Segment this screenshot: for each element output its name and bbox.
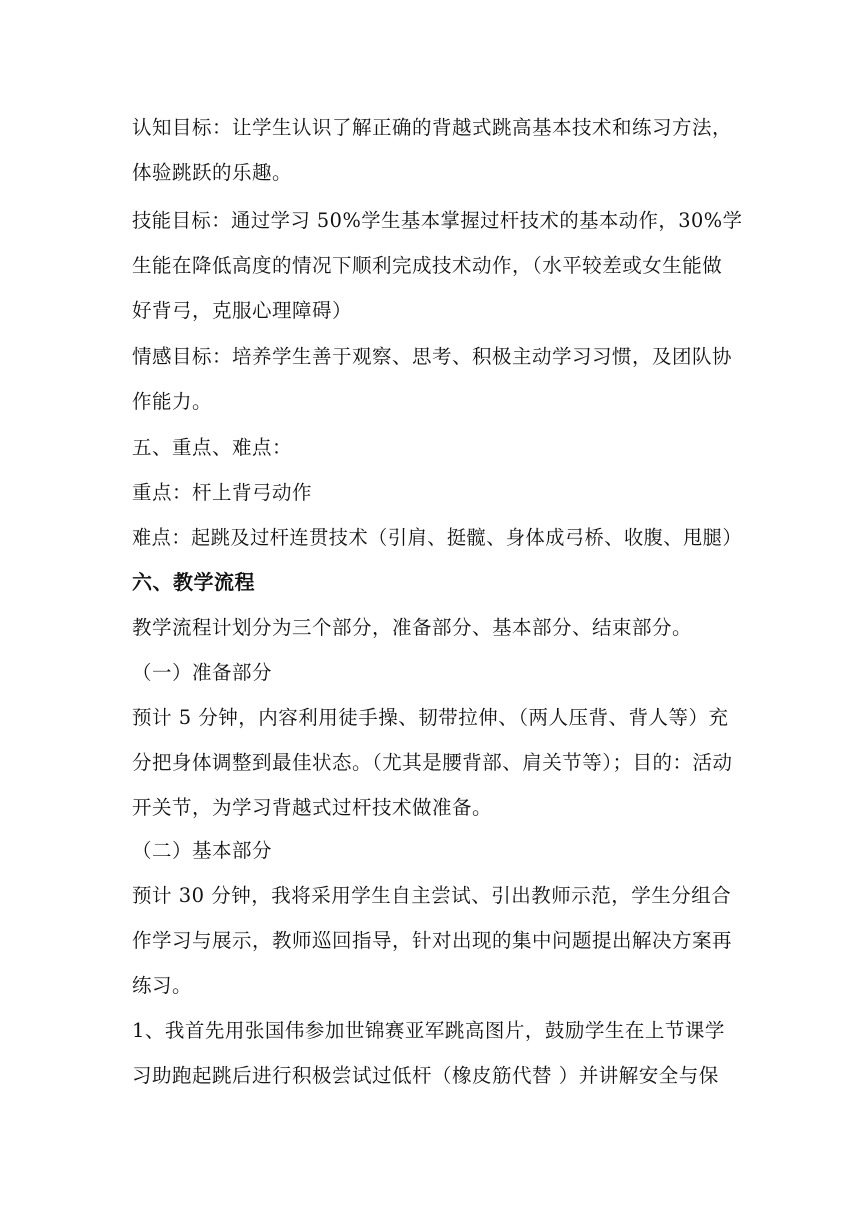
text-line: 生能在降低高度的情况下顺利完成技术动作，（水平较差或女生能做 — [132, 254, 723, 277]
section-heading-teaching-process — [132, 560, 742, 605]
paragraph-preparation-detail — [132, 695, 742, 830]
paragraph-process-overview — [132, 605, 742, 650]
text-line: 开关节，为学习背越式过杆技术做准备。 — [132, 796, 493, 819]
text-line: 体验跳跃的乐趣。 — [132, 161, 293, 184]
text-line: 预计 30 分钟，我将采用学生自主尝试、引出教师示范，学生分组合 — [132, 884, 732, 907]
paragraph-difficulty — [132, 515, 742, 560]
text-line: 情感目标：培养学生善于观察、思考、积极主动学习习惯，及团队协 — [132, 345, 733, 368]
text-line: 作学习与展示，教师巡回指导，针对出现的集中问题提出解决方案再 — [132, 929, 733, 952]
paragraph-key-point — [132, 470, 742, 515]
text-line: 重点：杆上背弓动作 — [132, 481, 313, 504]
text-line: （二）基本部分 — [132, 839, 273, 862]
paragraph-basic-detail — [132, 873, 742, 1008]
paragraph-emotion-goal — [132, 334, 742, 424]
section-heading-key-points — [132, 425, 742, 470]
text-line: 六、教学流程 — [132, 570, 255, 594]
text-line: 作能力。 — [132, 390, 213, 413]
text-line: 练习。 — [132, 974, 193, 997]
paragraph-cognitive-goal — [132, 105, 742, 195]
text-line: 1、我首先用张国伟参加世锦赛亚军跳高图片，鼓励学生在上节课学 — [132, 1019, 725, 1042]
text-line: 难点：起跳及过杆连贯技术（引肩、挺髋、身体成弓桥、收腹、甩腿） — [132, 526, 743, 549]
text-line: 教学流程计划分为三个部分，准备部分、基本部分、结束部分。 — [132, 616, 693, 639]
text-line: 预计 5 分钟，内容利用徒手操、韧带拉伸、（两人压背、背人等）充 — [132, 706, 729, 729]
paragraph-skill-goal — [132, 198, 742, 333]
text-line: 习助跑起跳后进行积极尝试过低杆（橡皮筋代替 ）并讲解安全与保 — [132, 1064, 719, 1087]
text-line: 技能目标：通过学习 50%学生基本掌握过杆技术的基本动作，30%学 — [132, 209, 743, 232]
paragraph-step-1 — [132, 1008, 742, 1098]
text-line: 分把身体调整到最佳状态。（尤其是腰背部、肩关节等）；目的：活动 — [132, 751, 733, 774]
text-line: 好背弓，克服心理障碍） — [132, 299, 353, 322]
text-line: 认知目标：让学生认识了解正确的背越式跳高基本技术和练习方法， — [132, 116, 733, 139]
text-line: 五、重点、难点： — [132, 436, 293, 459]
text-line: （一）准备部分 — [132, 661, 273, 684]
subheading-basic — [132, 828, 742, 873]
subheading-preparation — [132, 650, 742, 695]
